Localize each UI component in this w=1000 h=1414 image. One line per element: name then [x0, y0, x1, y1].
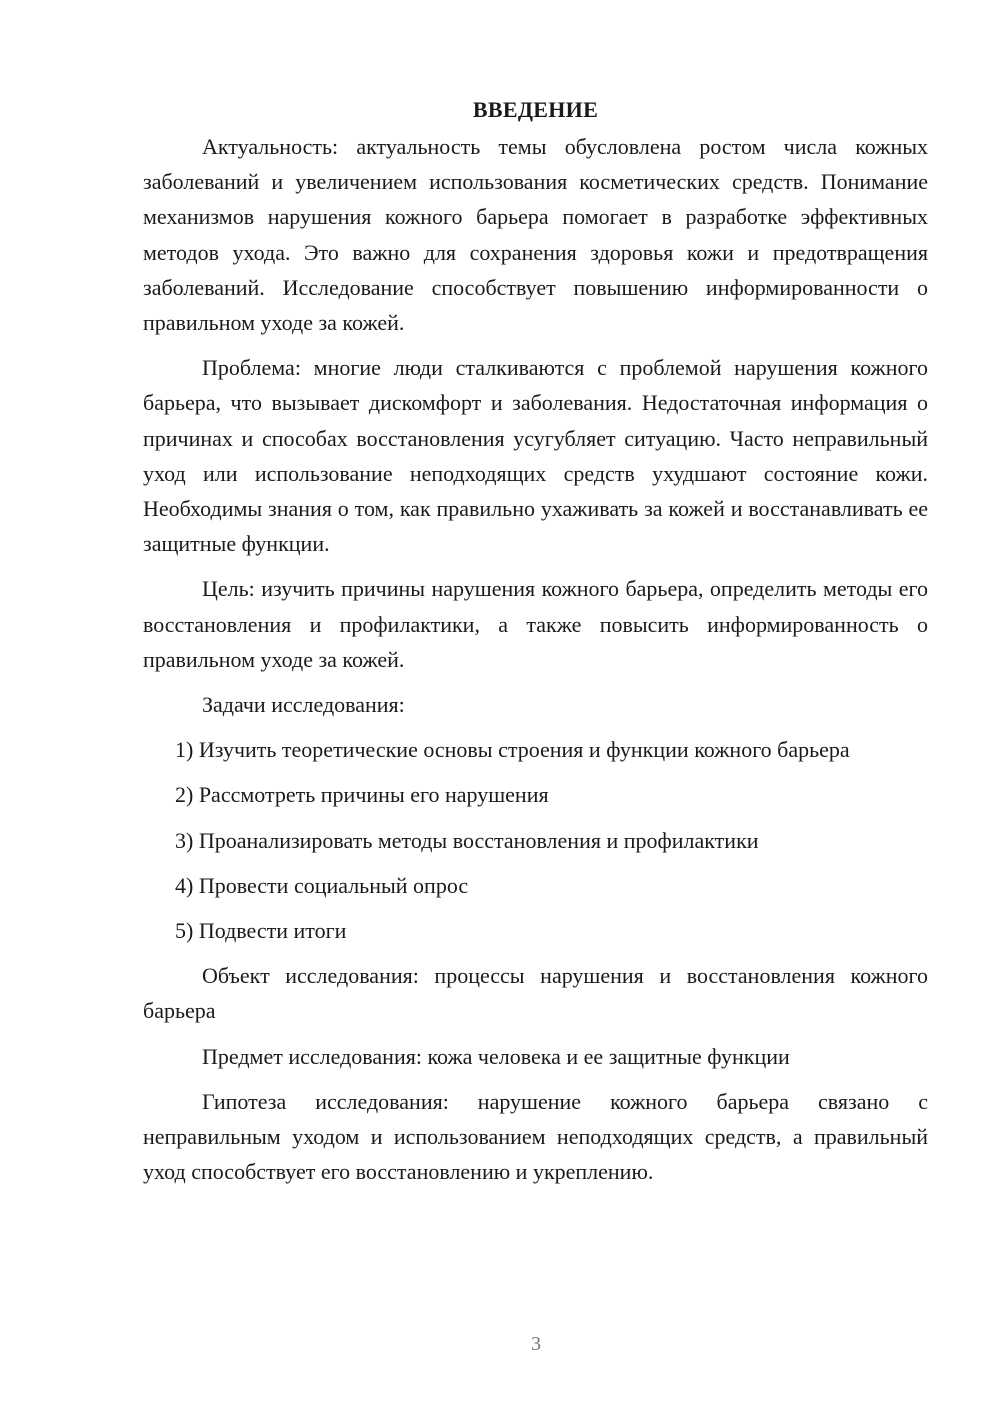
tasks-title: Задачи исследования:: [202, 692, 405, 718]
task-item-1: 1) Изучить теоретические основы строения и функции кожного барьера: [175, 737, 850, 763]
page-title: ВВЕДЕНИЕ: [472, 97, 599, 122]
object-paragraph: Объект исследования: процессы нарушения и восстановления кожного барьера: [143, 963, 928, 1024]
task-item-2: 2) Рассмотреть причины его нарушения: [175, 782, 549, 808]
task-item-3: 3) Проанализировать методы восстановления и профилактики: [175, 827, 759, 853]
page-number: 3: [531, 1333, 541, 1355]
hypothesis-paragraph: Гипотеза исследования: нарушение кожного барьера связано с неправильным уходом и использованием неподходящих средств, а правильный уход способствует его восстановлению и укреплению.: [143, 1088, 928, 1185]
task-item-5: 5) Подвести итоги: [175, 918, 347, 944]
relevance-paragraph: Актуальность: актуальность темы обусловлена ростом числа кожных заболеваний и увеличением использования косметических средств. Понимание механизмов нарушения кожного барьера помогает в разработке эффективных методов ухода. Это важно для сохранения здоровья кожи и предотвращения заболеваний. Исследование способствует повышению информированности о правильном уходе за кожей.: [143, 134, 928, 336]
task-item-4: 4) Провести социальный опрос: [175, 872, 469, 898]
goal-paragraph: Цель: изучить причины нарушения кожного барьера, определить методы его восстановления и профилактики, а также повысить информированность о правильном уходе за кожей.: [143, 576, 928, 672]
document-page: [143, 92, 928, 1199]
problem-paragraph: Проблема: многие люди сталкиваются с проблемой нарушения кожного барьера, что вызывает дискомфорт и заболевания. Недостаточная информация о причинах и способах восстановления усугубляет ситуацию. Часто неправильный уход или использование неподходящих средств ухудшают состояние кожи. Необходимы знания о том, как правильно ухаживать за кожей и восстанавливать ее защитные функции.: [143, 355, 928, 557]
subject-paragraph: Предмет исследования: кожа человека и ее защитные функции: [202, 1043, 790, 1069]
